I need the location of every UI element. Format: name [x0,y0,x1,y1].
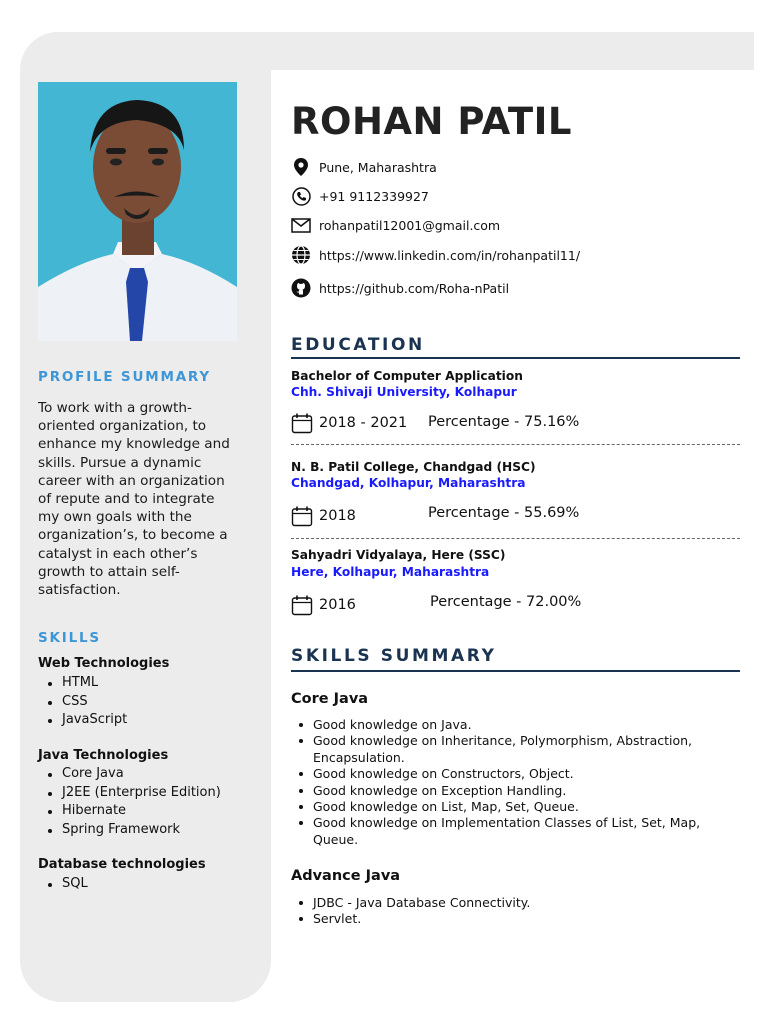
globe-icon [291,245,311,265]
education-percentage: Percentage - 72.00% [430,594,582,610]
education-place: Here, Kolhapur, Maharashtra [291,565,490,579]
profile-summary-heading: PROFILE SUMMARY [38,369,211,385]
skill-item: HTML [38,674,127,693]
skill-summary-item: Good knowledge on Implementation Classes of List, Set, Map, Queue. [291,815,721,848]
skill-summary-item: Good knowledge on Java. [291,717,721,733]
candidate-name: ROHAN PATIL [291,100,572,143]
contact-email[interactable] [291,215,500,235]
skill-list [38,674,127,730]
skill-summary-group-title: Advance Java [291,868,401,884]
skill-summary-item: JDBC - Java Database Connectivity. [291,895,721,911]
skill-summary-list [291,717,721,848]
year-text: 2018 [319,508,356,524]
skill-summary-item: Good knowledge on List, Map, Set, Queue. [291,799,721,815]
skills-heading: SKILLS [38,630,101,646]
email-icon [291,215,311,235]
contact-text: Pune, Maharashtra [319,159,437,175]
skill-item: JavaScript [38,711,127,730]
education-percentage: Percentage - 55.69% [428,505,580,521]
skills-summary-rule [291,670,740,672]
skill-group-title: Database technologies [38,857,206,872]
calendar-icon [291,505,313,527]
education-year [291,505,356,527]
skills-summary-heading: SKILLS SUMMARY [291,646,497,666]
skill-summary-item: Good knowledge on Exception Handling. [291,783,721,799]
education-place: Chh. Shivaji University, Kolhapur [291,385,517,399]
profile-photo [38,82,237,341]
education-year [291,594,356,616]
skill-item: SQL [38,875,88,894]
skill-list [38,875,88,894]
contact-text[interactable]: rohanpatil12001@gmail.com [319,217,501,233]
education-institution: Sahyadri Vidyalaya, Here (SSC) [291,548,506,562]
contact-text[interactable]: https://github.com/Roha-nPatil [319,280,510,296]
education-divider [291,444,740,445]
skill-item: J2EE (Enterprise Edition) [38,784,221,803]
education-institution: N. B. Patil College, Chandgad (HSC) [291,460,536,474]
year-text: 2016 [319,597,356,613]
contact-location [291,157,437,177]
contact-text[interactable]: https://www.linkedin.com/in/rohanpatil11/ [319,247,581,263]
education-institution: Bachelor of Computer Application [291,369,523,383]
contact-phone [291,186,429,206]
education-place: Chandgad, Kolhapur, Maharashtra [291,476,526,490]
skill-summary-item: Servlet. [291,911,721,927]
education-divider [291,538,740,539]
education-heading: EDUCATION [291,335,425,355]
education-percentage: Percentage - 75.16% [428,414,580,430]
phone-icon [291,186,311,206]
skill-summary-item: Good knowledge on Constructors, Object. [291,766,721,782]
contact-github[interactable] [291,278,509,298]
skill-item: Hibernate [38,802,221,821]
year-text: 2018 - 2021 [319,415,408,431]
location-pin-icon [291,157,311,177]
profile-summary-text: To work with a growth-oriented organization, to enhance my knowledge and skills. Pursue a dynamic career with an organization of repute and to integrate my own goals with the organization’s, to become a catalyst in each other’s growth to attain self-satisfaction. [38,400,230,599]
calendar-icon [291,412,313,434]
skill-list [38,765,221,839]
skill-summary-list [291,895,721,928]
calendar-icon [291,594,313,616]
contact-text: +91 9112339927 [319,188,429,204]
skill-group-title: Web Technologies [38,656,170,671]
github-icon [291,278,311,298]
skill-summary-item: Good knowledge on Inheritance, Polymorphism, Abstraction, Encapsulation. [291,733,721,766]
skill-item: Spring Framework [38,821,221,840]
skill-group-title: Java Technologies [38,748,169,763]
education-year [291,412,407,434]
skill-summary-group-title: Core Java [291,691,369,707]
skill-item: Core Java [38,765,221,784]
skill-item: CSS [38,693,127,712]
education-rule [291,357,740,359]
contact-linkedin[interactable] [291,245,580,265]
